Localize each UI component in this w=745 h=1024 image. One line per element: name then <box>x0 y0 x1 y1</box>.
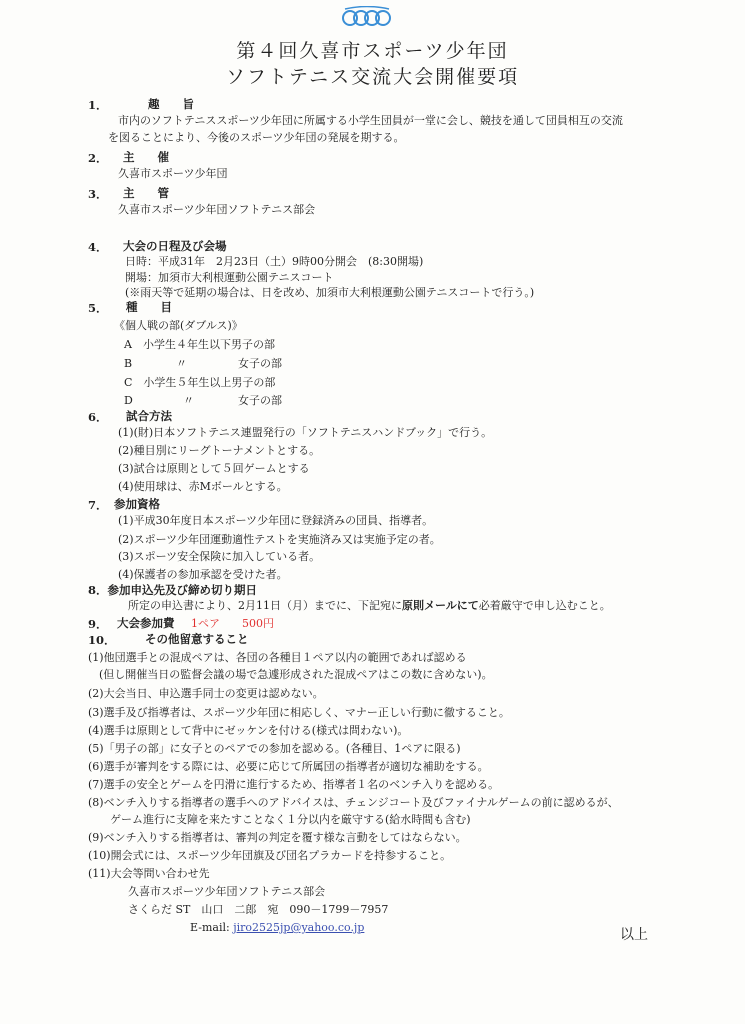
section-heading: 大会参加費 <box>117 616 175 630</box>
section-text: 久喜市スポーツ少年団ソフトテニス部会 <box>118 203 316 216</box>
list-item: (6)選手が審判をする際には、必要に応じて所属団の指導者が適切な補助をする。 <box>88 760 489 773</box>
list-item: (但し開催当日の監督会議の場で急遽形成された混成ペアはこの数に含めない)。 <box>88 668 493 681</box>
list-item: (9)ベンチ入りする指導者は、審判の判定を覆す様な言動をしてはならない。 <box>88 831 467 844</box>
email-link[interactable]: jiro2525jp@yahoo.co.jp <box>233 921 365 934</box>
list-item: (2)種目別にリーグトーナメントとする。 <box>118 444 321 457</box>
contact-person: さくらだ ST 山口 二郎 宛 090－1799－7957 <box>128 903 389 916</box>
event-item-c: C 小学生５年生以上男子の部 <box>124 376 276 389</box>
section-number: 5． <box>88 301 108 315</box>
event-item-a: A 小学生４年生以下男子の部 <box>124 338 275 351</box>
section-number: 10． <box>88 633 116 647</box>
section-text: を図ることにより、今後のスポーツ少年団の発展を期する。 <box>108 131 405 144</box>
list-item: (1)他団選手との混成ペアは、各団の各種目１ペア以内の範囲であれば認める <box>88 651 467 664</box>
contact-email <box>190 920 364 935</box>
email-label: E-mail: <box>190 921 230 934</box>
section-text: 市内のソフトテニススポーツ少年団に所属する小学生団員が一堂に会し、競技を通して団員相互の交流 <box>118 114 623 127</box>
section-number: 7． <box>88 498 108 512</box>
section-heading: 試合方法 <box>126 409 172 423</box>
participation-fee: 1ペア 500円 <box>191 617 274 630</box>
section-heading: 趣 旨 <box>148 97 194 111</box>
event-category: 《個人戦の部(ダブルス)》 <box>114 319 243 332</box>
section-number: 6． <box>88 410 108 424</box>
section-heading: 参加資格 <box>114 497 160 511</box>
application-instructions <box>128 598 611 613</box>
list-item: (4)保護者の参加承認を受けた者。 <box>118 568 288 581</box>
document-title-line2: ソフトテニス交流大会開催要項 <box>225 66 520 88</box>
ditto-mark: 〃 <box>183 394 194 407</box>
event-item-b-letter: B <box>124 357 133 370</box>
list-item: (1)(財)日本ソフトテニス連盟発行の「ソフトテニスハンドブック」で行う。 <box>118 426 493 439</box>
list-item: (5)「男子の部」に女子とのペアでの参加を認める。(各種目、1ペアに限る) <box>88 742 461 755</box>
application-text: 必着厳守で申し込むこと。 <box>478 599 611 612</box>
application-method-emphasis: 原則メールにて <box>402 599 479 612</box>
list-item: (4)選手は原則として背中にゼッケンを付ける(様式は問わない)。 <box>88 724 409 737</box>
ditto-mark: 〃 <box>176 357 187 370</box>
list-item: (8)ベンチ入りする指導者の選手へのアドバイスは、チェンジコート及びファイナルゲームの前に認めるが、 <box>88 796 619 809</box>
section-heading: 主 管 <box>123 186 169 200</box>
section-heading: 大会の日程及び会場 <box>123 239 227 253</box>
section-number: 9． <box>88 617 108 631</box>
list-item: (11)大会等問い合わせ先 <box>88 867 210 880</box>
section-number: 3． <box>88 187 108 201</box>
section-number: 4． <box>88 240 108 254</box>
list-item: (7)選手の安全とゲームを円滑に進行するため、指導者１名のベンチ入りを認める。 <box>88 778 500 791</box>
list-item: (1)平成30年度日本スポーツ少年団に登録済みの団員、指導者。 <box>118 514 434 527</box>
list-item: (4)使用球は、赤Mボールとする。 <box>118 480 288 493</box>
sports-club-logo-icon <box>339 6 395 30</box>
closing-mark: 以上 <box>620 927 648 943</box>
application-text: 所定の申込書により、2月11日（月）までに、下記宛に <box>128 599 402 612</box>
section-heading: その他留意すること <box>145 632 249 646</box>
list-item: (3)選手及び指導者は、スポーツ少年団に相応しく、マナー正しい行動に徹すること。 <box>88 706 510 719</box>
section-heading: 主 催 <box>123 150 169 164</box>
event-item-b-label: 女子の部 <box>238 357 282 370</box>
section-text: 久喜市スポーツ少年団 <box>118 167 228 180</box>
list-item: (10)開会式には、スポーツ少年団旗及び団名プラカードを持参すること。 <box>88 849 452 862</box>
schedule-note: (※雨天等で延期の場合は、日を改め、加須市大利根運動公園テニスコートで行う。) <box>125 286 535 299</box>
schedule-datetime: 日時：平成31年 2月23日（土）9時00分開会 (8:30開場) <box>125 255 424 268</box>
contact-organization: 久喜市スポーツ少年団ソフトテニス部会 <box>128 885 326 898</box>
section-number: 2． <box>88 151 108 165</box>
section-number: 1． <box>88 98 108 112</box>
event-item-d-label: 女子の部 <box>238 394 282 407</box>
list-item: ゲーム進行に支障を来たすことなく１分以内を厳守する(給水時間も含む) <box>88 813 471 826</box>
list-item: (2)スポーツ少年団運動適性テストを実施済み又は実施予定の者。 <box>118 533 441 546</box>
document-title-line1: 第４回久喜市スポーツ少年団 <box>236 40 509 62</box>
section-heading: 種 目 <box>126 300 172 314</box>
section-heading: 8．参加申込先及び締め切り期日 <box>88 583 257 597</box>
schedule-venue: 開場：加須市大利根運動公園テニスコート <box>125 271 334 284</box>
list-item: (2)大会当日、申込選手同士の変更は認めない。 <box>88 687 324 700</box>
list-item: (3)試合は原則として５回ゲームとする <box>118 462 310 475</box>
list-item: (3)スポーツ安全保険に加入している者。 <box>118 550 321 563</box>
event-item-d-letter: D <box>124 394 133 407</box>
